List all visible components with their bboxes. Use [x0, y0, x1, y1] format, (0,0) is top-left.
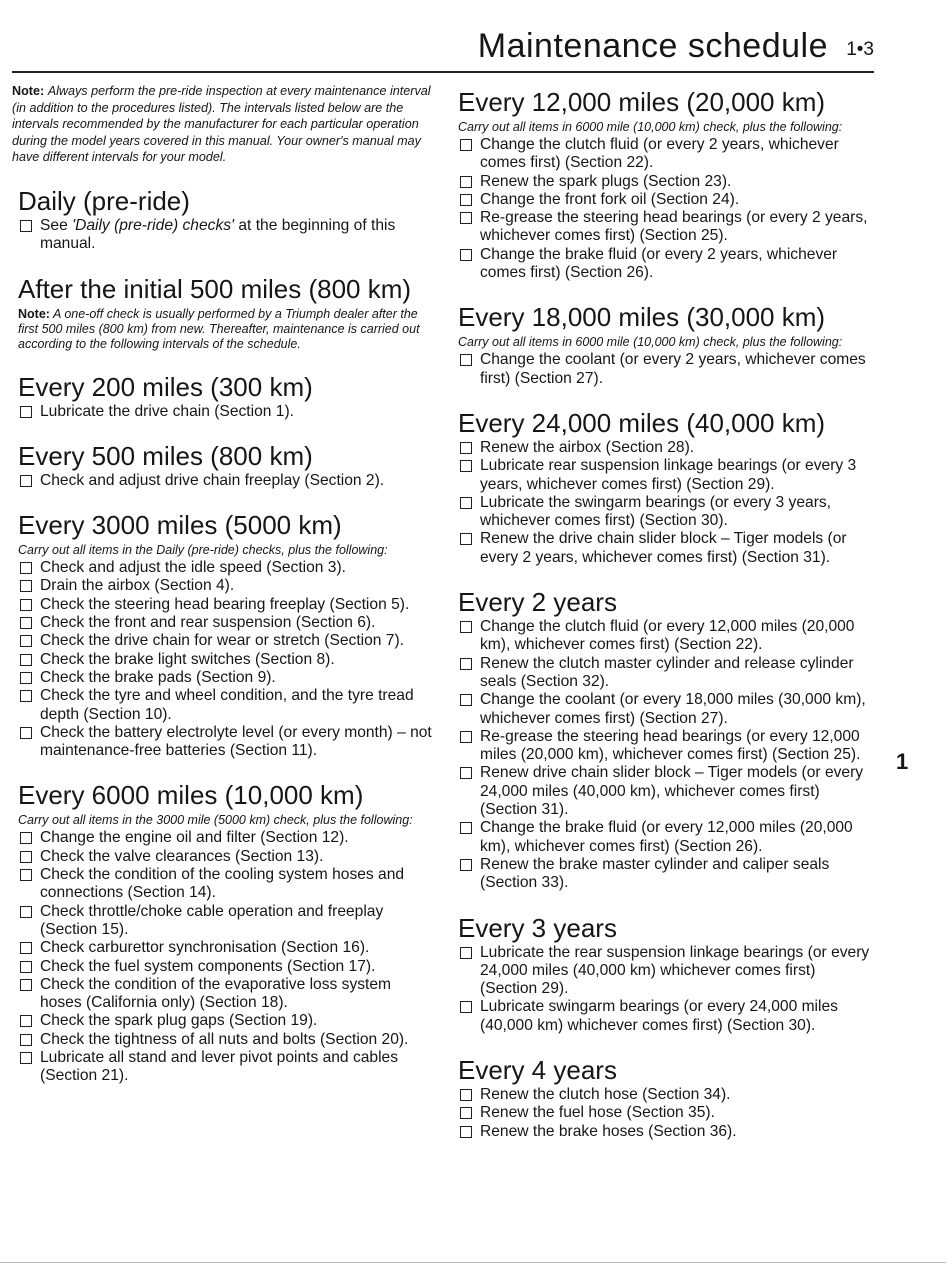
- checklist: [458, 1086, 872, 1141]
- checklist-item: [18, 1012, 436, 1030]
- checklist-item: [458, 1123, 872, 1141]
- checkbox-icon: [20, 654, 32, 666]
- checkbox-icon: [460, 1001, 472, 1013]
- item-text: Check the front and rear suspension (Section 6).: [40, 614, 376, 632]
- checkbox-icon: [20, 851, 32, 863]
- item-text: Change the coolant (or every 18,000 miles (30,000 km), whichever comes first) (Section 27).: [480, 691, 866, 727]
- item-text: Re-grease the steering head bearings (or every 2 years, whichever comes first) (Section 25).: [480, 209, 868, 245]
- checklist-item: [458, 944, 872, 999]
- intro-note-label: Note:: [12, 84, 45, 98]
- intro-note-text: Always perform the pre-ride inspection at every maintenance interval (in addition to the procedures listed). The intervals listed below are the intervals recommended by the manufacturer for each particular operation during the model years covered in this manual. Your owner's manual may have different intervals for your model.: [12, 84, 431, 165]
- item-text: Check the fuel system components (Section 17).: [40, 957, 376, 975]
- section-title: Every 18,000 miles (30,000 km): [458, 302, 826, 333]
- section-every-3000-miles-5000-km: [12, 511, 436, 760]
- checkbox-icon: [460, 731, 472, 743]
- checkbox-icon: [20, 906, 32, 918]
- item-text: Change the brake fluid (or every 12,000 miles (20,000 km), whichever comes first) (Section 26).: [480, 819, 853, 855]
- checklist-item: [18, 903, 436, 940]
- item-text: Re-grease the steering head bearings (or every 12,000 miles (20,000 km), whichever comes first) (Section 25).: [480, 727, 861, 764]
- checkbox-icon: [460, 1089, 472, 1101]
- section-every-500-miles-800-km: [12, 442, 436, 490]
- checklist: [18, 217, 436, 254]
- checkbox-icon: [460, 621, 472, 633]
- section-title: Every 3000 miles (5000 km): [18, 510, 342, 541]
- item-text: Check and adjust the idle speed (Section 3).: [40, 559, 346, 577]
- section-title: Every 12,000 miles (20,000 km): [458, 87, 826, 117]
- checkbox-icon: [20, 406, 32, 418]
- item-text: Check the valve clearances (Section 13).: [40, 847, 324, 865]
- checkbox-icon: [460, 354, 472, 366]
- item-text: Renew the clutch master cylinder and release cylinder seals (Section 32).: [480, 654, 854, 690]
- item-text: Renew drive chain slider block – Tiger models (or every 24,000 miles (40,000 km), whichever comes first) (Section 31).: [480, 764, 864, 819]
- checkbox-icon: [20, 832, 32, 844]
- section-every-4-years: [458, 1056, 872, 1141]
- item-text: Change the clutch fluid (or every 12,000 miles (20,000 km), whichever comes first) (Section 22).: [480, 618, 855, 654]
- checkbox-icon: [460, 1126, 472, 1138]
- section-title: Every 24,000 miles (40,000 km): [458, 407, 826, 438]
- section-lead: Carry out all items in the Daily (pre-ride) checks, plus the following:: [18, 543, 388, 558]
- checklist-item: [458, 530, 872, 567]
- item-text: Check the brake light switches (Section 8).: [40, 650, 335, 668]
- checkbox-icon: [20, 580, 32, 592]
- section-note: [18, 307, 436, 352]
- checklist-item: [458, 856, 872, 893]
- checklist-item: [458, 691, 872, 728]
- checklist: [458, 351, 872, 388]
- checklist-item: [18, 848, 436, 866]
- item-text: Check the drive chain for wear or stretch (Section 7).: [40, 632, 405, 650]
- checklist-item: [18, 596, 436, 614]
- checkbox-icon: [460, 694, 472, 706]
- section-every-12-000-miles-20-000-km: [458, 88, 872, 282]
- checklist-item: [18, 866, 436, 903]
- checkbox-icon: [460, 533, 472, 545]
- checklist-item: [458, 173, 872, 191]
- checkbox-icon: [460, 767, 472, 779]
- checkbox-icon: [20, 979, 32, 991]
- checkbox-icon: [460, 497, 472, 509]
- checkbox-icon: [20, 1034, 32, 1046]
- checklist-item: [458, 457, 872, 494]
- item-text: Check the tightness of all nuts and bolts (Section 20).: [40, 1030, 409, 1048]
- section-daily-pre-ride: [12, 187, 436, 254]
- item-text: Check the spark plug gaps (Section 19).: [40, 1012, 318, 1030]
- section-after-the-initial-500-miles-800-km: [12, 275, 436, 352]
- checkbox-icon: [20, 690, 32, 702]
- item-text: Change the coolant (or every 2 years, whichever comes first) (Section 27).: [480, 351, 866, 387]
- checklist-item: [458, 191, 872, 209]
- checkbox-icon: [20, 672, 32, 684]
- item-text: Renew the brake master cylinder and caliper seals (Section 33).: [480, 855, 830, 892]
- item-text: Check the steering head bearing freeplay (Section 5).: [40, 595, 410, 613]
- checklist: [458, 439, 872, 567]
- item-text: Renew the airbox (Section 28).: [480, 438, 695, 456]
- item-text: Drain the airbox (Section 4).: [40, 577, 235, 595]
- page-title: Maintenance schedule: [477, 27, 828, 65]
- checklist: [458, 136, 872, 282]
- checkbox-icon: [460, 139, 472, 151]
- checkbox-icon: [460, 212, 472, 224]
- item-text: Lubricate all stand and lever pivot points and cables (Section 21).: [40, 1048, 399, 1085]
- checklist: [18, 829, 436, 1085]
- checkbox-icon: [460, 1107, 472, 1119]
- item-text-pre: See: [40, 216, 73, 234]
- checklist-item: [18, 1031, 436, 1049]
- checklist-item: [458, 1086, 872, 1104]
- checklist-item: [458, 209, 872, 246]
- checkbox-icon: [460, 947, 472, 959]
- section-title: Every 500 miles (800 km): [18, 440, 313, 471]
- checklist: [458, 618, 872, 892]
- section-title: After the initial 500 miles (800 km): [18, 273, 412, 304]
- checklist-item: [458, 728, 872, 765]
- checklist-item: [18, 403, 436, 421]
- checkbox-icon: [20, 562, 32, 574]
- checklist-item: [458, 494, 872, 531]
- section-every-18-000-miles-30-000-km: [458, 303, 872, 388]
- checklist-item: [18, 651, 436, 669]
- section-title: Daily (pre-ride): [18, 185, 190, 216]
- checklist: [18, 559, 436, 760]
- checklist-item: [458, 439, 872, 457]
- item-text: Lubricate the drive chain (Section 1).: [40, 402, 294, 420]
- item-text: Change the clutch fluid (or every 2 years, whichever comes first) (Section 22).: [480, 136, 839, 172]
- checkbox-icon: [20, 727, 32, 739]
- section-note-text: A one-off check is usually performed by a Triumph dealer after the first 500 miles (800 km) from new. Thereafter, maintenance is carried out according to the following intervals of the schedule.: [18, 306, 420, 351]
- checklist-item: [18, 976, 436, 1013]
- checklist-item: [18, 669, 436, 687]
- checkbox-icon: [460, 658, 472, 670]
- checkbox-icon: [460, 194, 472, 206]
- item-text: Lubricate rear suspension linkage bearings (or every 3 years, whichever comes first) (Section 29).: [480, 457, 857, 493]
- item-text: Check carburettor synchronisation (Section 16).: [40, 939, 370, 957]
- item-text: Renew the brake hoses (Section 36).: [480, 1122, 737, 1140]
- checklist-item: [458, 351, 872, 388]
- checklist-item: [458, 819, 872, 856]
- item-text: Check the condition of the evaporative loss system hoses (California only) (Section 18).: [40, 975, 392, 1012]
- checklist-item: [18, 614, 436, 632]
- checkbox-icon: [460, 442, 472, 454]
- section-title: Every 2 years: [458, 587, 617, 618]
- item-text: Renew the drive chain slider block – Tiger models (or every 2 years, whichever comes first) (Section 31).: [480, 530, 847, 566]
- section-title: Every 200 miles (300 km): [18, 371, 313, 402]
- checkbox-icon: [20, 475, 32, 487]
- checkbox-icon: [20, 635, 32, 647]
- item-text-post: at the beginning of this manual.: [40, 216, 396, 253]
- item-text: Check and adjust drive chain freeplay (Section 2).: [40, 471, 385, 489]
- checklist-item: [458, 1104, 872, 1122]
- section-every-6000-miles-10-000-km: [12, 781, 436, 1085]
- item-text: Check throttle/choke cable operation and freeplay (Section 15).: [40, 902, 384, 938]
- checkbox-icon: [20, 942, 32, 954]
- right-column: [458, 83, 872, 1141]
- checklist: [18, 472, 436, 490]
- checkbox-icon: [20, 1015, 32, 1027]
- item-text: Renew the fuel hose (Section 35).: [480, 1104, 715, 1122]
- section-lead: Carry out all items in 6000 mile (10,000 km) check, plus the following:: [458, 335, 843, 350]
- item-text: Lubricate the swingarm bearings (or every 3 years, whichever comes first) (Section 30).: [480, 493, 832, 530]
- intro-note: [12, 83, 436, 166]
- checklist-item: [18, 829, 436, 847]
- checkbox-icon: [20, 617, 32, 629]
- checklist-item: [18, 217, 436, 254]
- chapter-mark: 1: [896, 749, 909, 774]
- checkbox-icon: [460, 822, 472, 834]
- section-title: Every 4 years: [458, 1054, 617, 1085]
- checklist-item: [18, 559, 436, 577]
- item-text: Renew the clutch hose (Section 34).: [480, 1085, 731, 1103]
- checkbox-icon: [20, 1052, 32, 1064]
- checklist: [458, 944, 872, 1035]
- checkbox-icon: [460, 249, 472, 261]
- section-note-label: Note:: [18, 306, 50, 321]
- page-bottom-rule: [0, 1262, 946, 1263]
- section-title: Every 6000 miles (10,000 km): [18, 780, 364, 811]
- checklist-item: [458, 998, 872, 1035]
- checkbox-icon: [460, 859, 472, 871]
- section-title: Every 3 years: [458, 912, 617, 943]
- item-text: Change the brake fluid (or every 2 years, whichever comes first) (Section 26).: [480, 245, 838, 282]
- checkbox-icon: [460, 460, 472, 472]
- checklist-item: [18, 577, 436, 595]
- checklist-item: [18, 687, 436, 724]
- checkbox-icon: [20, 961, 32, 973]
- checkbox-icon: [20, 599, 32, 611]
- page-number: 1•3: [846, 39, 874, 60]
- item-text: Renew the spark plugs (Section 23).: [480, 172, 732, 190]
- item-text: Check the tyre and wheel condition, and the tyre tread depth (Section 10).: [40, 687, 414, 723]
- item-text: Check the battery electrolyte level (or every month) – not maintenance-free batteries (Section 11).: [40, 723, 432, 760]
- checkbox-icon: [460, 176, 472, 188]
- checklist-item: [458, 136, 872, 173]
- checklist-item: [458, 655, 872, 692]
- checklist: [18, 403, 436, 421]
- checkbox-icon: [20, 869, 32, 881]
- checklist-item: [18, 958, 436, 976]
- item-text: Lubricate swingarm bearings (or every 24,000 miles (40,000 km) whichever comes first) (Section 30).: [480, 998, 838, 1034]
- checklist-item: [18, 1049, 436, 1086]
- checklist-item: [18, 724, 436, 761]
- item-text: Check the condition of the cooling system hoses and connections (Section 14).: [40, 866, 405, 902]
- section-every-2-years: [458, 588, 872, 892]
- item-text: Change the engine oil and filter (Section 12).: [40, 829, 349, 847]
- checkbox-icon: [20, 220, 32, 232]
- left-column: [12, 83, 436, 1086]
- checklist-item: [18, 632, 436, 650]
- item-text: Lubricate the rear suspension linkage bearings (or every 24,000 miles (40,000 km) whichever comes first) (Section 29).: [480, 943, 870, 998]
- checklist-item: [458, 246, 872, 283]
- checklist-item: [458, 618, 872, 655]
- item-text: Change the front fork oil (Section 24).: [480, 190, 740, 208]
- page-header: [12, 24, 874, 73]
- section-every-3-years: [458, 914, 872, 1035]
- checklist-item: [458, 764, 872, 819]
- section-lead: Carry out all items in 6000 mile (10,000 km) check, plus the following:: [458, 120, 843, 134]
- item-text: Check the brake pads (Section 9).: [40, 668, 276, 686]
- checklist-item: [18, 472, 436, 490]
- section-lead: Carry out all items in the 3000 mile (5000 km) check, plus the following:: [18, 813, 413, 828]
- item-text-em: 'Daily (pre-ride) checks': [72, 216, 235, 234]
- section-every-24-000-miles-40-000-km: [458, 409, 872, 567]
- checklist-item: [18, 939, 436, 957]
- section-every-200-miles-300-km: [12, 373, 436, 421]
